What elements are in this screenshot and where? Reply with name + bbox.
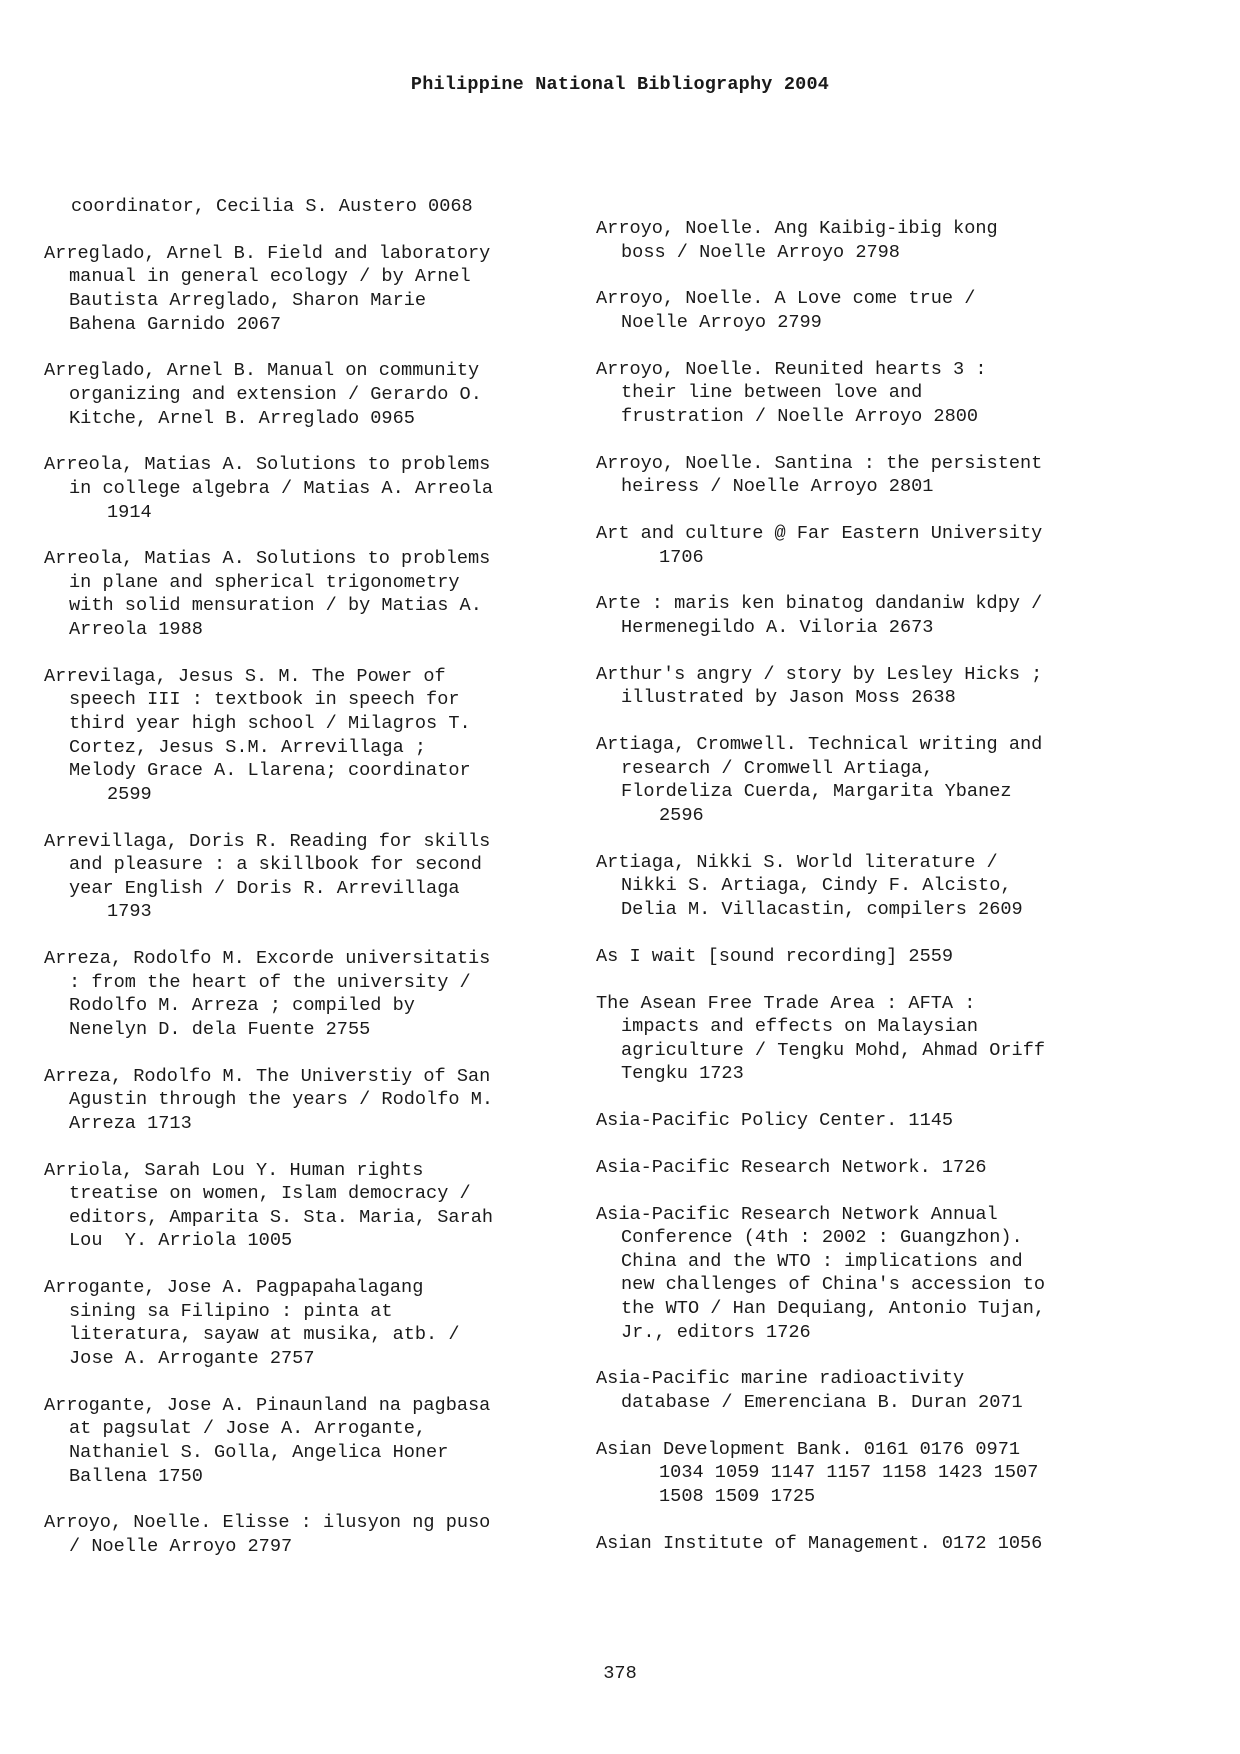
entry-line: third year high school / Milagros T.	[69, 713, 471, 735]
entry-line: Kitche, Arnel B. Arreglado 0965	[69, 407, 415, 429]
entry-line: Arreza 1713	[69, 1112, 192, 1134]
bibliography-entry	[596, 733, 1156, 827]
bibliography-entry	[596, 452, 1156, 499]
entry-line: Arreola 1988	[69, 619, 203, 641]
entry-line: Arriola, Sarah Lou Y. Human rights	[44, 1159, 424, 1181]
entry-line: in college algebra / Matias A. Arreola	[69, 477, 494, 499]
bibliography-entry	[596, 945, 1156, 969]
bibliography-entry	[44, 1511, 564, 1558]
bibliography-entry	[44, 453, 564, 524]
left-column	[44, 195, 564, 1582]
entry-line: Artiaga, Cromwell. Technical writing and	[596, 734, 1043, 756]
bibliography-entry	[44, 242, 564, 336]
entry-line: at pagsulat / Jose A. Arrogante,	[69, 1418, 427, 1440]
bibliography-entry	[44, 1394, 564, 1488]
bibliography-entry	[596, 851, 1156, 922]
entry-line: : from the heart of the university /	[69, 971, 471, 993]
entry-line: the WTO / Han Dequiang, Antonio Tujan,	[621, 1298, 1046, 1320]
entry-line: Delia M. Villacastin, compilers 2609	[621, 898, 1023, 920]
bibliography-entry	[44, 1065, 564, 1136]
entry-line: Asia-Pacific Research Network Annual	[596, 1203, 998, 1225]
entry-line: agriculture / Tengku Mohd, Ahmad Oriff	[621, 1039, 1046, 1061]
entry-line: As I wait [sound recording] 2559	[596, 945, 954, 967]
entry-line: Nenelyn D. dela Fuente 2755	[69, 1018, 371, 1040]
page-title: Philippine National Bibliography 2004	[410, 74, 830, 95]
entry-line: in plane and spherical trigonometry	[69, 571, 460, 593]
entry-line: Arrevilaga, Jesus S. M. The Power of	[44, 665, 446, 687]
entry-line: treatise on women, Islam democracy /	[69, 1183, 471, 1205]
entry-line: Noelle Arroyo 2799	[621, 311, 822, 333]
entry-line: illustrated by Jason Moss 2638	[621, 687, 956, 709]
entry-line: manual in general ecology / by Arnel	[69, 266, 471, 288]
entry-line: Art and culture @ Far Eastern University	[596, 523, 1043, 545]
entry-line: China and the WTO : implications and	[621, 1250, 1023, 1272]
entry-line: Nikki S. Artiaga, Cindy F. Alcisto,	[621, 875, 1012, 897]
left-entries	[44, 242, 564, 1559]
entry-line: Arrevillaga, Doris R. Reading for skills	[44, 830, 491, 852]
entry-line: Ballena 1750	[69, 1465, 203, 1487]
entry-line: speech III : textbook in speech for	[69, 689, 460, 711]
entry-line: 1793	[107, 901, 152, 923]
entry-line: new challenges of China's accession to	[621, 1274, 1046, 1296]
entry-line: Lou Y. Arriola 1005	[69, 1230, 293, 1252]
entry-line: Asia-Pacific Policy Center. 1145	[596, 1110, 954, 1132]
entry-line: Asian Institute of Management. 0172 1056	[596, 1532, 1043, 1554]
entry-line: Arreglado, Arnel B. Manual on community	[44, 360, 480, 382]
entry-line: Arthur's angry / story by Lesley Hicks ;	[596, 663, 1043, 685]
entry-line: Bahena Garnido 2067	[69, 313, 282, 335]
entry-line: 1914	[107, 501, 152, 523]
entry-line: Agustin through the years / Rodolfo M.	[69, 1089, 494, 1111]
entry-line: 1034 1059 1147 1157 1158 1423 1507	[659, 1462, 1039, 1484]
entry-line: Arroyo, Noelle. Ang Kaibig-ibig kong	[596, 218, 998, 239]
right-entries	[596, 217, 1156, 1555]
entry-line: Rodolfo M. Arreza ; compiled by	[69, 995, 415, 1017]
entry-line: frustration / Noelle Arroyo 2800	[621, 405, 979, 427]
bibliography-entry	[596, 1438, 1156, 1509]
continuation-line: coordinator, Cecilia S. Austero 0068	[71, 196, 473, 217]
entry-line: Arroyo, Noelle. A Love come true /	[596, 288, 976, 310]
entry-line: Arrogante, Jose A. Pinaunland na pagbasa	[44, 1394, 491, 1416]
bibliography-entry	[596, 592, 1156, 639]
entry-line: Arroyo, Noelle. Elisse : ilusyon ng puso	[44, 1512, 491, 1534]
entry-line: Flordeliza Cuerda, Margarita Ybanez	[621, 781, 1012, 803]
entry-line: Artiaga, Nikki S. World literature /	[596, 851, 998, 873]
entry-line: editors, Amparita S. Sta. Maria, Sarah	[69, 1206, 494, 1228]
entry-line: impacts and effects on Malaysian	[621, 1016, 979, 1038]
bibliography-entry	[596, 992, 1156, 1086]
bibliography-entry	[596, 1203, 1156, 1345]
entry-line: sining sa Filipino : pinta at	[69, 1300, 393, 1322]
entry-line: Nathaniel S. Golla, Angelica Honer	[69, 1442, 449, 1463]
entry-line: and pleasure : a skillbook for second	[69, 854, 482, 876]
entry-line: 1706	[659, 546, 704, 568]
entry-line: Arroyo, Noelle. Reunited hearts 3 :	[596, 358, 987, 380]
bibliography-entry	[596, 663, 1156, 710]
bibliography-entry	[44, 1276, 564, 1370]
entry-line: research / Cromwell Artiaga,	[621, 757, 934, 779]
bibliography-entry	[44, 1159, 564, 1253]
entry-line: Jose A. Arrogante 2757	[69, 1348, 315, 1370]
entry-line: 1508 1509 1725	[659, 1485, 816, 1507]
bibliography-entry	[596, 217, 1156, 264]
entry-line: Arreola, Matias A. Solutions to problems	[44, 548, 491, 570]
bibliography-entry	[596, 287, 1156, 334]
right-column	[596, 195, 1156, 1579]
entry-line: Arreza, Rodolfo M. The Universtiy of San	[44, 1065, 491, 1087]
entry-line: Conference (4th : 2002 : Guangzhon).	[621, 1227, 1023, 1249]
bibliography-entry	[44, 665, 564, 807]
entry-line: with solid mensuration / by Matias A.	[69, 595, 482, 617]
entry-line: literatura, sayaw at musika, atb. /	[69, 1324, 460, 1346]
entry-line: their line between love and	[621, 382, 923, 404]
bibliography-entry	[596, 1156, 1156, 1180]
entry-line: / Noelle Arroyo 2797	[69, 1535, 293, 1557]
bibliography-entry	[44, 547, 564, 641]
bibliography-entry	[596, 358, 1156, 429]
bibliography-entry	[44, 947, 564, 1041]
entry-line: Melody Grace A. Llarena; coordinator	[69, 760, 471, 782]
entry-line: Arrogante, Jose A. Pagpapahalagang	[44, 1277, 424, 1299]
bibliography-entry	[596, 1532, 1156, 1556]
entry-line: Asia-Pacific Research Network. 1726	[596, 1156, 987, 1178]
entry-line: Arroyo, Noelle. Santina : the persistent	[596, 452, 1043, 474]
entry-line: Jr., editors 1726	[621, 1321, 811, 1343]
bibliography-entry	[596, 1109, 1156, 1133]
bibliography-entry	[44, 359, 564, 430]
entry-line: 2596	[659, 805, 704, 826]
entry-line: year English / Doris R. Arrevillaga	[69, 877, 460, 899]
entry-line: database / Emerenciana B. Duran 2071	[621, 1392, 1023, 1413]
entry-line: Bautista Arreglado, Sharon Marie	[69, 289, 427, 311]
entry-line: Tengku 1723	[621, 1063, 744, 1085]
entry-line: Arreglado, Arnel B. Field and laboratory	[44, 242, 491, 264]
entry-line: Arreola, Matias A. Solutions to problems	[44, 454, 491, 476]
bibliography-entry	[44, 830, 564, 924]
entry-line: Arreza, Rodolfo M. Excorde universitatis	[44, 948, 491, 970]
entry-line: Asia-Pacific marine radioactivity	[596, 1368, 965, 1390]
entry-line: The Asean Free Trade Area : AFTA :	[596, 992, 976, 1014]
entry-line: 2599	[107, 783, 152, 805]
entry-line: Hermenegildo A. Viloria 2673	[621, 617, 934, 639]
entry-line: Cortez, Jesus S.M. Arrevillaga ;	[69, 736, 427, 758]
entry-line: Asian Development Bank. 0161 0176 0971	[596, 1438, 1021, 1460]
entry-line: organizing and extension / Gerardo O.	[69, 383, 482, 405]
page-number: 378	[603, 1663, 637, 1684]
entry-line: Arte : maris ken binatog dandaniw kdpy /	[596, 593, 1043, 615]
bibliography-entry	[596, 522, 1156, 569]
bibliography-entry	[596, 1367, 1156, 1414]
entry-line: boss / Noelle Arroyo 2798	[621, 241, 900, 263]
entry-line: heiress / Noelle Arroyo 2801	[621, 476, 934, 498]
